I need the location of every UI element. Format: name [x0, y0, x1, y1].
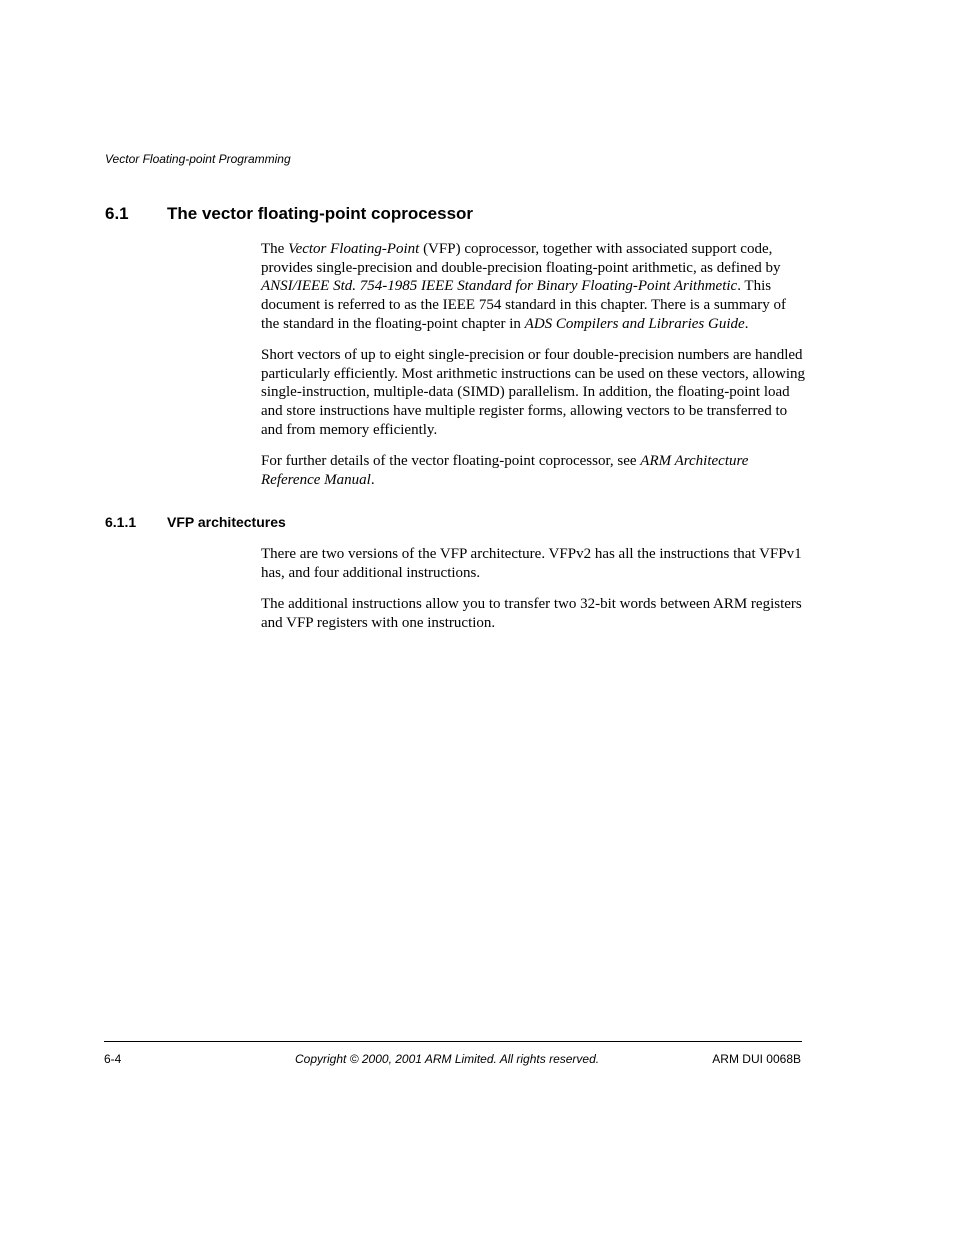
paragraph-additional-instructions: The additional instructions allow you to transfer two 32-bit words between ARM registers and VFP registers with one instruction. — [261, 595, 802, 631]
citation-ads-guide: ADS Compilers and Libraries Guide — [524, 315, 745, 332]
copyright-notice: Copyright © 2000, 2001 ARM Limited. All rights reserved. — [295, 1052, 600, 1066]
running-header: Vector Floating-point Programming — [105, 152, 291, 166]
text-run: . — [744, 315, 749, 332]
page-number: 6-4 — [104, 1052, 122, 1066]
section-number: 6.1 — [105, 204, 129, 223]
document-id: ARM DUI 0068B — [712, 1052, 801, 1066]
subsection-title: VFP architectures — [167, 514, 286, 530]
term-vfp: Vector Floating-Point — [288, 241, 420, 257]
subsection-body — [261, 545, 806, 645]
footer-rule — [104, 1041, 802, 1042]
text-run: . This document is referred to as the IEEE 754 standard in this chapter. There is a summary of the standard in the floating-point chapter in — [261, 278, 786, 332]
paragraph-short-vectors: Short vectors of up to eight single-precision or four double-precision numbers are handled particularly efficiently. Most arithmetic instructions can be used on these vectors, allowing single-instruction, multiple-data (SIMD) parallelism. In addition, the floating-point load and store instructions have multiple register forms, allowing vectors to be transferred to and from memory efficiently. — [261, 347, 806, 438]
text-run: For further details of the vector floating-point coprocessor, see — [261, 453, 641, 470]
section-title: The vector floating-point coprocessor — [167, 204, 474, 223]
text-run: The — [261, 241, 289, 257]
text-run: . — [370, 471, 375, 488]
paragraph-further-details — [261, 452, 806, 489]
citation-ieee754: ANSI/IEEE Std. 754-1985 IEEE Standard for Binary Floating-Point Arithmetic — [261, 278, 738, 295]
subsection-number: 6.1.1 — [105, 514, 137, 530]
text-run: (VFP) coprocessor, together with associated support code, provides single-precision and double-precision floating-point arithmetic, as defined by — [261, 241, 781, 276]
paragraph-versions: There are two versions of the VFP architecture. VFPv2 has all the instructions that VFPv1 has, and four additional instructions. — [261, 546, 802, 581]
citation-arm-arm: ARM Architecture Reference Manual — [261, 453, 749, 488]
paragraph-intro — [261, 240, 806, 334]
section-body — [261, 240, 806, 502]
